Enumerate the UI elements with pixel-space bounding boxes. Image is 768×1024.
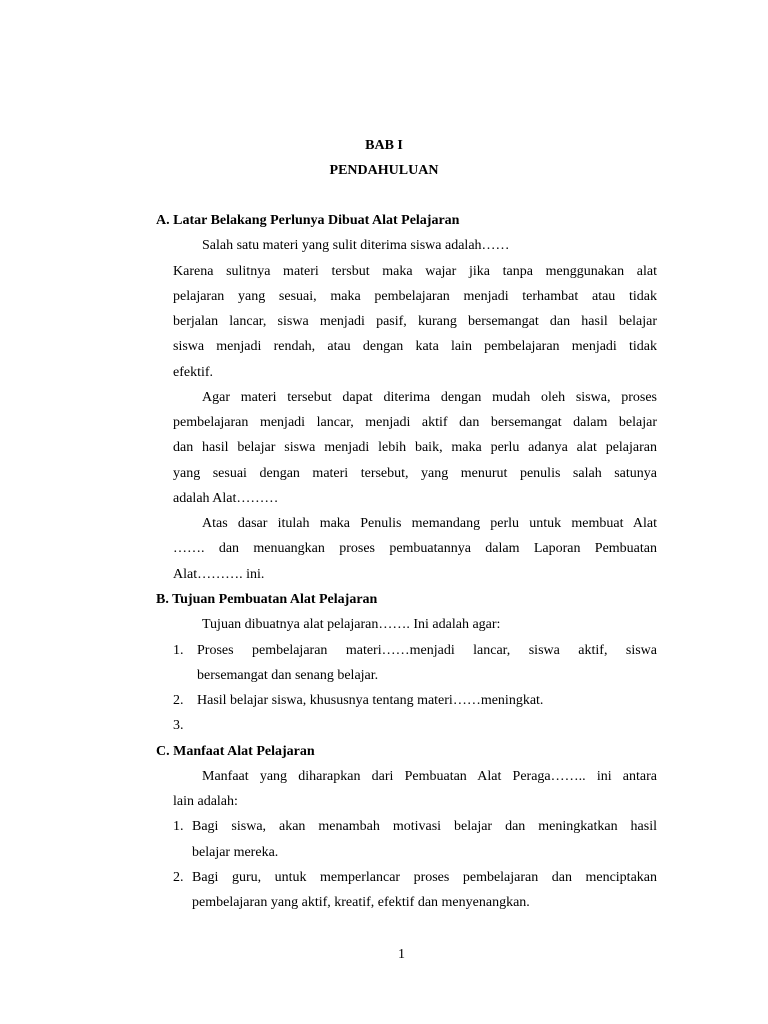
paragraph-line: efektif. xyxy=(173,365,214,380)
page-number: 1 xyxy=(398,947,405,962)
paragraph-line: yang sesuai dengan materi tersebut, yang menurut penulis salah satunya xyxy=(173,466,657,481)
chapter-label: BAB I xyxy=(365,138,403,153)
section-b-heading: B. Tujuan Pembuatan Alat Pelajaran xyxy=(156,592,378,607)
chapter-title: PENDAHULUAN xyxy=(329,163,439,178)
list-item-number: 2. xyxy=(173,870,184,885)
list-item-number: 2. xyxy=(173,693,184,708)
paragraph-line: pembelajaran menjadi lancar, menjadi aktif dan bersemangat dalam belajar xyxy=(173,415,657,430)
list-item-number: 1. xyxy=(173,643,184,658)
paragraph-line: Salah satu materi yang sulit diterima siswa adalah…… xyxy=(202,238,510,253)
list-item-text: Bagi guru, untuk memperlancar proses pembelajaran dan menciptakan xyxy=(192,870,657,885)
list-item-text: Proses pembelajaran materi……menjadi lancar, siswa aktif, siswa xyxy=(197,643,657,658)
paragraph-line: dan hasil belajar siswa menjadi lebih baik, maka perlu adanya alat pelajaran xyxy=(173,440,657,455)
list-item-text: Bagi siswa, akan menambah motivasi belajar dan meningkatkan hasil xyxy=(192,819,657,834)
section-c-heading: C. Manfaat Alat Pelajaran xyxy=(156,744,315,759)
list-item-number: 1. xyxy=(173,819,184,834)
paragraph-line: pelajaran yang sesuai, maka pembelajaran menjadi terhambat atau tidak xyxy=(173,289,657,304)
section-a-heading: A. Latar Belakang Perlunya Dibuat Alat Pelajaran xyxy=(156,213,460,228)
list-item-number: 3. xyxy=(173,718,184,733)
paragraph-line: berjalan lancar, siswa menjadi pasif, kurang bersemangat dan hasil belajar xyxy=(173,314,657,329)
paragraph-line: siswa menjadi rendah, atau dengan kata lain pembelajaran menjadi tidak xyxy=(173,339,657,354)
paragraph-line: adalah Alat……… xyxy=(173,491,279,506)
paragraph-line: Karena sulitnya materi tersbut maka wajar jika tanpa menggunakan alat xyxy=(173,264,657,279)
paragraph-line: Atas dasar itulah maka Penulis memandang perlu untuk membuat Alat xyxy=(202,516,657,531)
section-c-intro: Manfaat yang diharapkan dari Pembuatan Alat Peraga…….. ini antara xyxy=(202,769,657,784)
section-b-intro: Tujuan dibuatnya alat pelajaran……. Ini adalah agar: xyxy=(202,617,501,632)
paragraph-line: Alat………. ini. xyxy=(173,567,265,582)
list-item-text: pembelajaran yang aktif, kreatif, efektif dan menyenangkan. xyxy=(192,895,530,910)
list-item-text: bersemangat dan senang belajar. xyxy=(197,668,379,683)
list-item-text: belajar mereka. xyxy=(192,845,279,860)
list-item-text: Hasil belajar siswa, khususnya tentang materi……meningkat. xyxy=(197,693,544,708)
section-c-intro: lain adalah: xyxy=(173,794,238,809)
paragraph-line: Agar materi tersebut dapat diterima dengan mudah oleh siswa, proses xyxy=(202,390,657,405)
paragraph-line: ……. dan menuangkan proses pembuatannya dalam Laporan Pembuatan xyxy=(173,541,657,556)
